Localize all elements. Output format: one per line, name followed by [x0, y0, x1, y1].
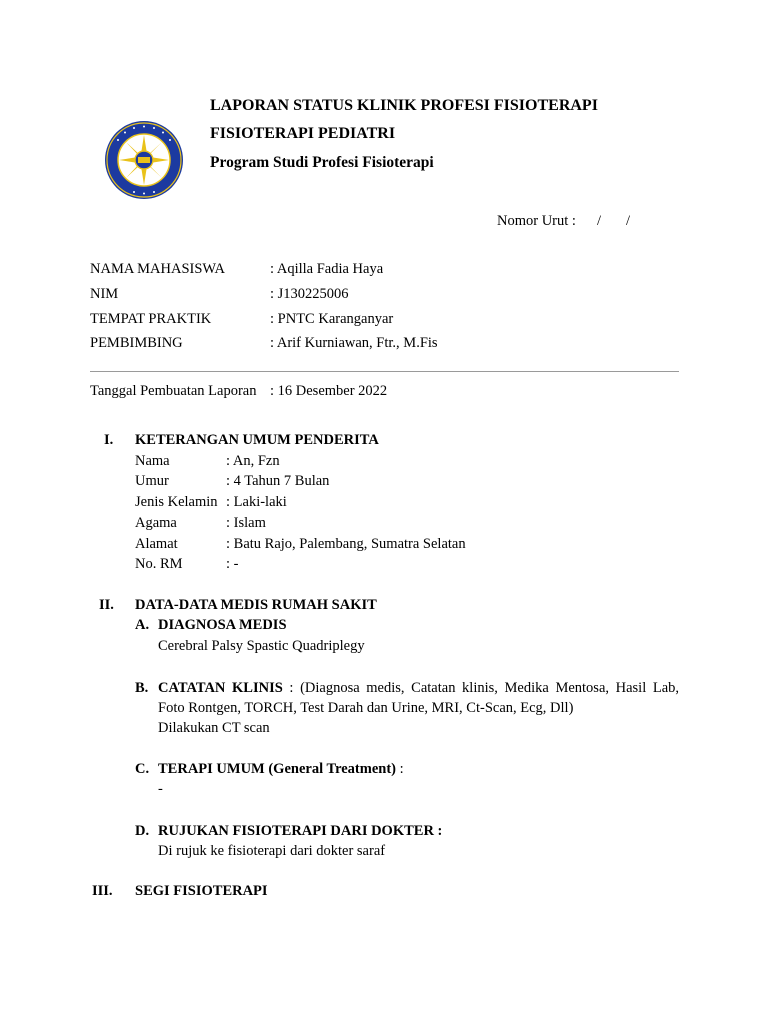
- supervisor-value: : Arif Kurniawan, Ftr., M.Fis: [270, 335, 438, 351]
- diagnosis-heading: DIAGNOSA MEDIS: [158, 617, 287, 633]
- university-seal-icon: [104, 120, 184, 200]
- section-1-title: KETERANGAN UMUM PENDERITA: [135, 432, 379, 448]
- report-title: LAPORAN STATUS KLINIK PROFESI FISIOTERAPI: [210, 97, 598, 114]
- general-treatment-line: [158, 761, 404, 778]
- student-nim-label: NIM: [90, 286, 119, 302]
- patient-rm-value: : -: [226, 556, 239, 572]
- clinical-notes-text: Dilakukan CT scan: [158, 720, 270, 736]
- practice-place-value: : PNTC Karanganyar: [270, 311, 394, 327]
- report-subtitle: FISIOTERAPI PEDIATRI: [210, 125, 396, 142]
- nomor-urut-label: Nomor Urut :: [497, 213, 576, 229]
- patient-age-value: : 4 Tahun 7 Bulan: [226, 473, 330, 489]
- item-b-letter: B.: [135, 680, 149, 696]
- clinical-notes-desc-2: Foto Rontgen, TORCH, Test Darah dan Urine, MRI, Ct-Scan, Ecg, Dll): [158, 700, 574, 716]
- section-1-numeral: I.: [104, 432, 114, 448]
- item-d-letter: D.: [135, 823, 150, 839]
- patient-age-label: Umur: [135, 473, 169, 489]
- patient-name-label: Nama: [135, 453, 170, 469]
- nomor-urut-sep-1: /: [597, 213, 602, 229]
- patient-address-value: : Batu Rajo, Palembang, Sumatra Selatan: [226, 536, 466, 552]
- patient-address-label: Alamat: [135, 536, 178, 552]
- student-nim-value: : J130225006: [270, 286, 349, 302]
- clinical-notes-line-1: [158, 680, 679, 697]
- patient-religion-value: : Islam: [226, 515, 266, 531]
- practice-place-label: TEMPAT PRAKTIK: [90, 311, 212, 327]
- section-3-title: SEGI FISIOTERAPI: [135, 883, 268, 899]
- patient-rm-label: No. RM: [135, 556, 183, 572]
- patient-gender-value: : Laki-laki: [226, 494, 287, 510]
- diagnosis-text: Cerebral Palsy Spastic Quadriplegy: [158, 638, 365, 654]
- patient-religion-label: Agama: [135, 515, 177, 531]
- referral-text: Di rujuk ke fisioterapi dari dokter saraf: [158, 843, 386, 859]
- section-3-numeral: III.: [92, 883, 113, 899]
- general-treatment-text: -: [158, 781, 163, 797]
- program-name: Program Studi Profesi Fisioterapi: [210, 154, 434, 171]
- general-treatment-heading: TERAPI UMUM (General Treatment): [158, 761, 396, 777]
- clinical-notes-desc-1: : (Diagnosa medis, Catatan klinis, Medika Mentosa, Hasil Lab,: [289, 680, 680, 696]
- divider: [90, 371, 679, 372]
- student-name-label: NAMA MAHASISWA: [90, 261, 225, 277]
- clinical-notes-heading: CATATAN KLINIS: [158, 680, 283, 696]
- item-c-letter: C.: [135, 761, 150, 777]
- report-date-label: Tanggal Pembuatan Laporan: [90, 383, 257, 399]
- student-name-value: : Aqilla Fadia Haya: [270, 261, 384, 277]
- patient-gender-label: Jenis Kelamin: [135, 494, 218, 510]
- item-a-letter: A.: [135, 617, 150, 633]
- supervisor-label: PEMBIMBING: [90, 335, 183, 351]
- section-2-numeral: II.: [99, 597, 114, 613]
- nomor-urut-sep-2: /: [626, 213, 631, 229]
- report-date-value: : 16 Desember 2022: [270, 383, 388, 399]
- section-2-title: DATA-DATA MEDIS RUMAH SAKIT: [135, 597, 377, 613]
- patient-name-value: : An, Fzn: [226, 453, 280, 469]
- general-treatment-colon: :: [396, 761, 404, 777]
- referral-heading: RUJUKAN FISIOTERAPI DARI DOKTER :: [158, 823, 443, 839]
